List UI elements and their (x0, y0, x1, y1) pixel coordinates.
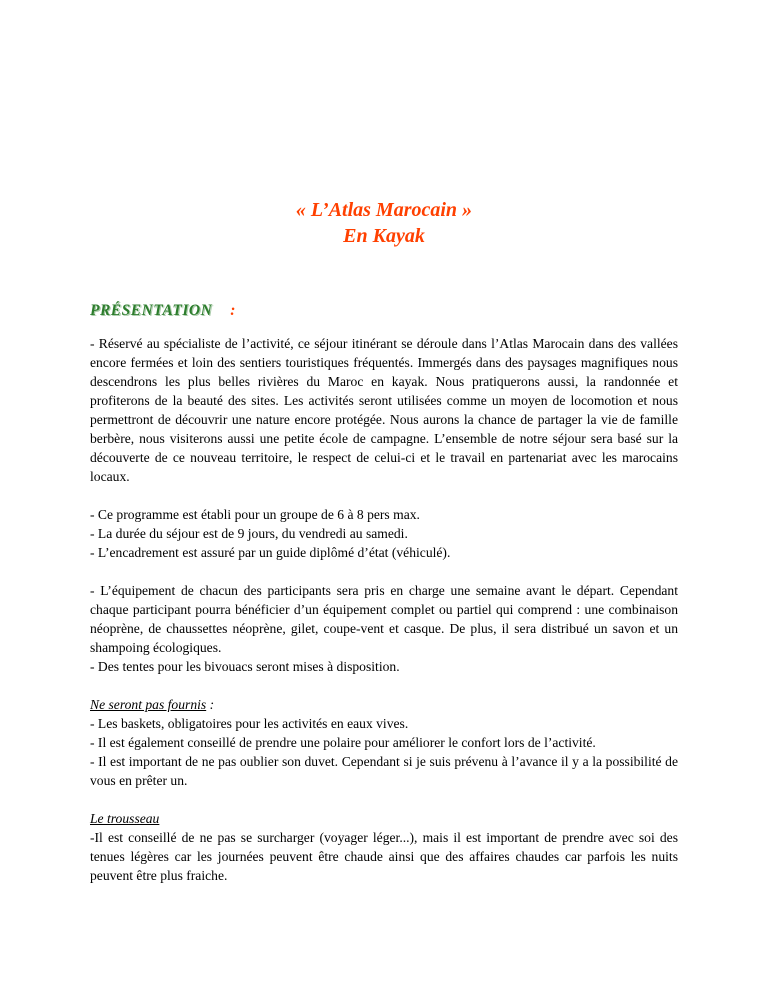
presentation-heading-colon: : (230, 302, 236, 319)
program-item: - Ce programme est établi pour un groupe de 6 à 8 pers max. (90, 507, 420, 522)
not-provided-heading-colon: : (206, 697, 215, 712)
program-item: - La durée du séjour est de 9 jours, du vendredi au samedi. (90, 526, 408, 541)
not-provided-item: - Il est également conseillé de prendre une polaire pour améliorer le confort lors de l’activité. (90, 735, 596, 750)
document-title (90, 0, 678, 249)
equipment-block (90, 581, 678, 676)
not-provided-heading (90, 695, 678, 714)
title-line-1: « L’Atlas Marocain » (295, 199, 473, 221)
trousseau-paragraph: -Il est conseillé de ne pas se surcharger (voyager léger...), mais il est important de prendre avec soi des tenues légères car les journées peuvent être chaude ainsi que des affaires chaudes car parfois les nuits peuvent être plus fraiche. (90, 830, 678, 883)
program-list (90, 505, 678, 562)
program-item: - L’encadrement est assuré par un guide diplômé d’état (véhiculé). (90, 545, 451, 560)
title-line-2: En Kayak (343, 225, 425, 247)
not-provided-item: - Les baskets, obligatoires pour les activités en eaux vives. (90, 716, 409, 731)
not-provided-item: - Il est important de ne pas oublier son duvet. Cependant si je suis prévenu à l’avance il y a la possibilité de vous en prêter un. (90, 754, 678, 788)
not-provided-heading-text: Ne seront pas fournis (90, 697, 207, 712)
equipment-paragraph: - L’équipement de chacun des participants sera pris en charge une semaine avant le départ. Cependant chaque participant pourra bénéficier d’un équipement complet ou partiel qui comprend : une combinaison néoprène, de chaussettes néoprène, gilet, coupe-vent et casque. De plus, il sera distribué un savon et un shampoing écologiques. (90, 583, 678, 655)
trousseau-heading (90, 809, 678, 828)
trousseau-heading-text: Le trousseau (90, 811, 160, 826)
presentation-heading-block (90, 302, 678, 320)
presentation-heading: PRÉSENTATION (90, 302, 213, 319)
document-body (90, 334, 678, 885)
intro-paragraph: - Réservé au spécialiste de l’activité, ce séjour itinérant se déroule dans l’Atlas Marocain dans des vallées encore fermées et loin des sentiers touristiques fréquentés. Immergés dans des paysages magnifiques nous descendrons les plus belles rivières du Maroc en kayak. Nous pratiquerons aussi, la randonnée et profiterons de la beauté des sites. Les activités seront utilisées comme un moyen de locomotion et nous permettront de découvrir une nature encore protégée. Nous aurons la chance de partager la vie de famille berbère, nous visiterons aussi une petite école de campagne. L’ensemble de notre séjour sera basé sur la découverte de ce nouveau territoire, le respect de celui-ci et le travail en partenariat avec les marocains locaux. (90, 336, 678, 484)
not-provided-list (90, 714, 678, 790)
tents-line: - Des tentes pour les bivouacs seront mises à disposition. (90, 659, 400, 674)
